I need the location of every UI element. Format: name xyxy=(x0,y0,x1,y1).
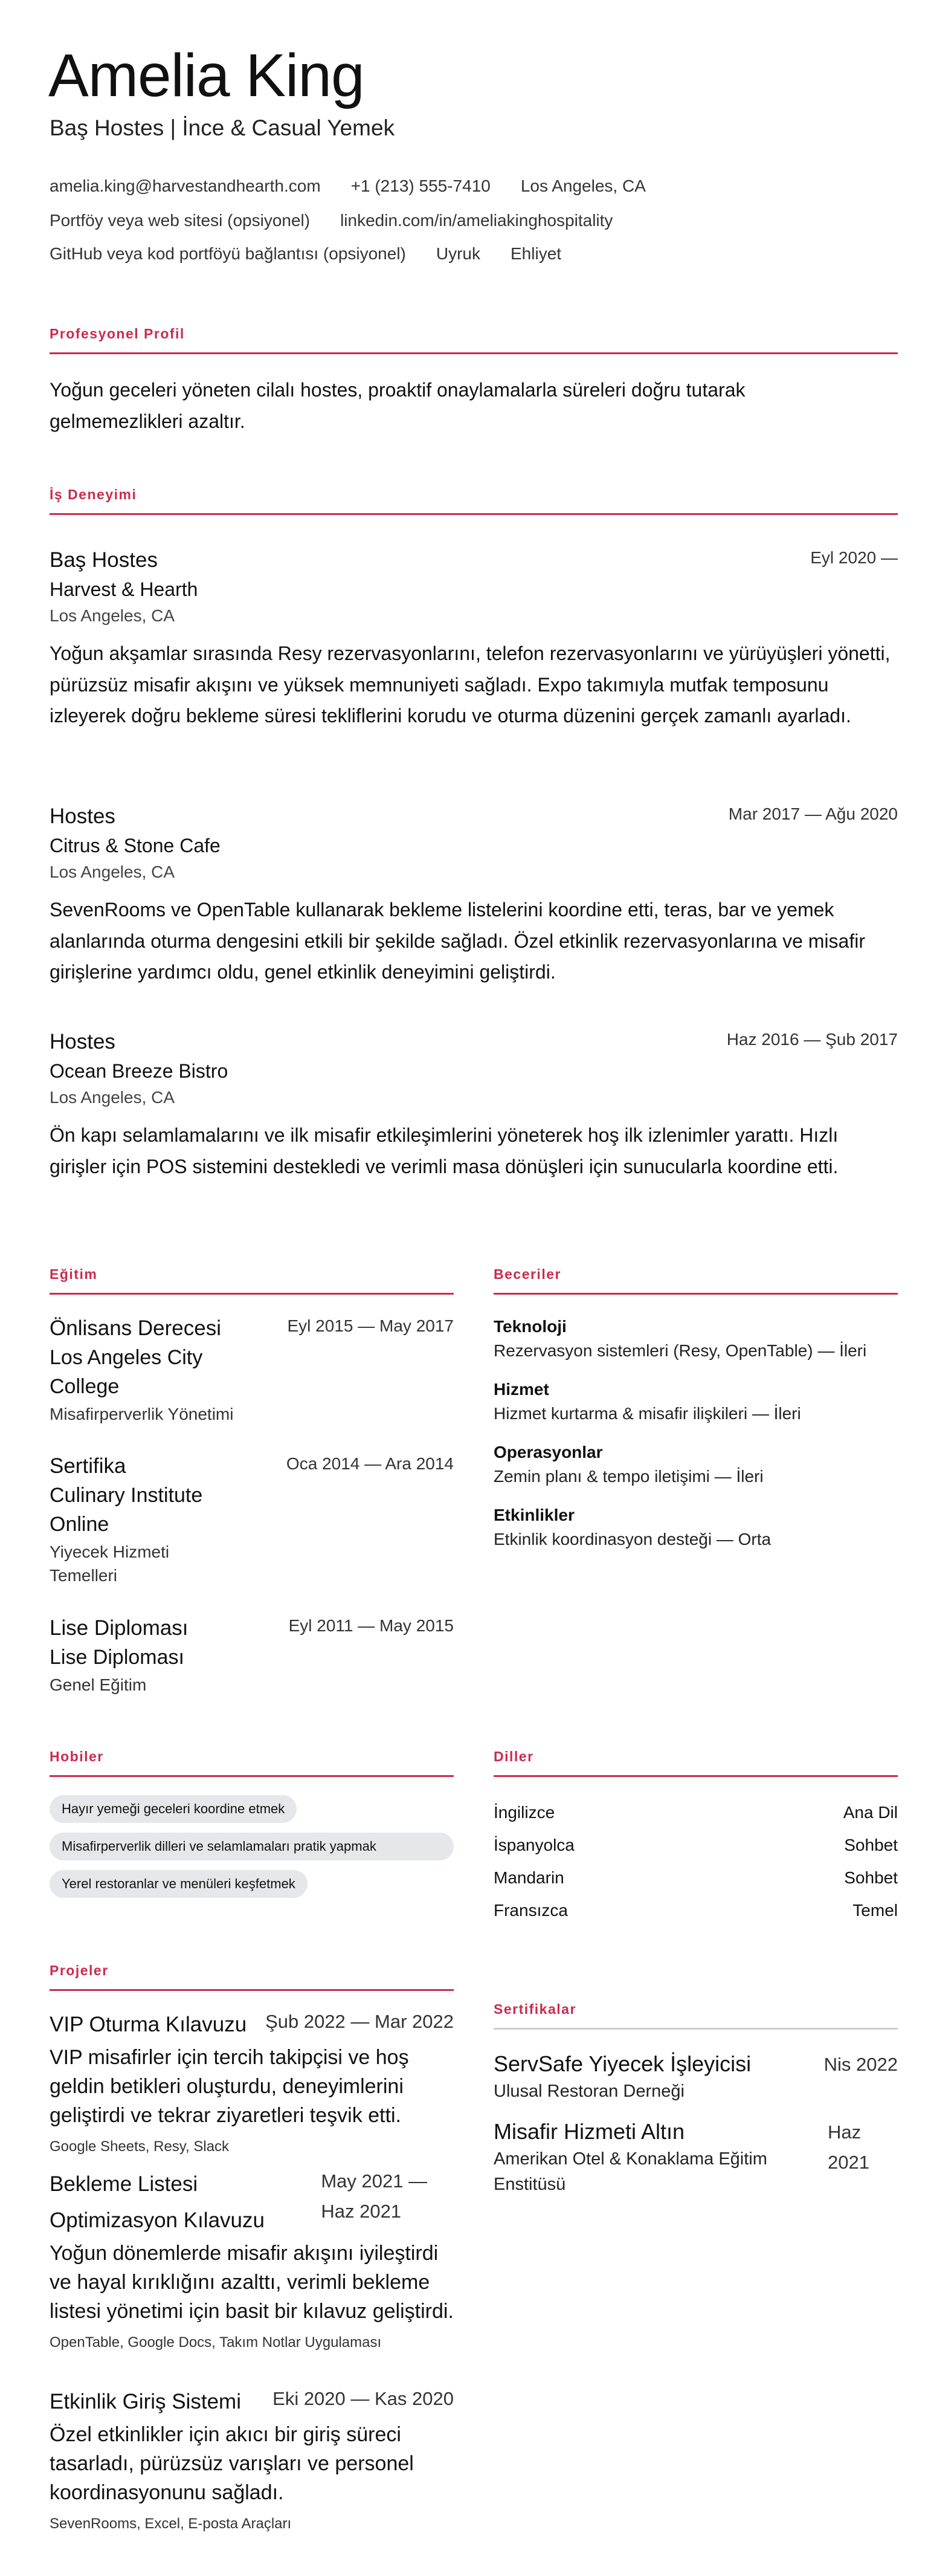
field-of-study: Genel Eğitim xyxy=(50,1675,147,1694)
contact-row xyxy=(50,209,613,233)
job-entry xyxy=(50,1027,898,1182)
project-title: VIP Oturma Kılavuzu xyxy=(50,2013,247,2036)
project-tools: OpenTable, Google Docs, Takım Notlar Uygulaması xyxy=(50,2334,382,2351)
certification-date: Haz 2021 xyxy=(828,2121,869,2173)
hobby-chip: Yerel restoranlar ve menüleri keşfetmek xyxy=(50,1870,308,1898)
language-level: Temel xyxy=(852,1901,898,1920)
contact-row xyxy=(50,242,561,266)
license: Ehliyet xyxy=(511,244,562,263)
certification-issuer: Ulusal Restoran Derneği xyxy=(494,2082,685,2101)
company: Citrus & Stone Cafe xyxy=(50,835,221,856)
skill-detail: Etkinlik koordinasyon desteği — Orta xyxy=(494,1530,772,1549)
section-heading: Sertifikalar xyxy=(494,2001,576,2017)
institution: Culinary Institute Online xyxy=(50,1484,203,1536)
degree: Lise Diploması xyxy=(50,1616,188,1640)
field-of-study: Misafirperverlik Yönetimi xyxy=(50,1405,234,1423)
job-entry xyxy=(50,546,898,732)
job-location: Los Angeles, CA xyxy=(50,862,175,881)
certifications-section xyxy=(494,2000,898,2018)
project-description: Özel etkinlikler için akıcı bir giriş süreci tasarladı, pürüzsüz varışları ve personel koordinasyonunu sağladı. xyxy=(50,2423,414,2504)
section-heading: Hobiler xyxy=(50,1749,104,1764)
nationality: Uyruk xyxy=(436,244,480,263)
education-entry xyxy=(50,1314,454,1426)
project-date: Şub 2022 — Mar 2022 xyxy=(265,2011,454,2032)
job-description: Ön kapı selamlamalarını ve ilk misafir etkileşimlerini yöneterek hoş ilk izlenimler yarattı. Hızlı girişler için POS sistemini destekledi ve verimli masa dönüşleri için sunucularla koordine etti. xyxy=(50,1124,839,1177)
project-tools: SevenRooms, Excel, E-posta Araçları xyxy=(50,2516,292,2532)
section-divider xyxy=(494,2028,898,2030)
job-date: Mar 2017 — Ağu 2020 xyxy=(728,804,898,823)
candidate-title: Baş Hostes | İnce & Casual Yemek xyxy=(50,115,395,140)
projects-section xyxy=(50,1961,454,1979)
degree: Önlisans Derecesi xyxy=(50,1316,221,1340)
profile-text: Yoğun geceleri yöneten cilalı hostes, proaktif onaylamalarla süreleri doğru tutarak gelmemezlikleri azaltır. xyxy=(50,379,746,432)
job-location: Los Angeles, CA xyxy=(50,1088,175,1107)
candidate-name: Amelia King xyxy=(48,42,364,109)
education-entry xyxy=(50,1452,454,1587)
job-description: Yoğun akşamlar sırasında Resy rezervasyonlarını, telefon rezervasyonlarını ve yürüyüşleri yönetti, pürüzsüz misafir akışını ve yüksek memnuniyeti sağladı. Expo takımıyla mutfak temposunu izleyerek doğru bekleme süresi tekliflerini korudu ve oturma düzenini gerçek zamanlı ayarladı. xyxy=(50,642,891,727)
section-heading: İş Deneyimi xyxy=(50,487,137,502)
language-row xyxy=(494,1862,898,1894)
hobbies-section xyxy=(50,1747,454,1891)
project-description: VIP misafirler için tercih takipçisi ve hoş geldin betikleri oluşturdu, deneyimlerini geliştirdi ve tekrar ziyaretleri teşvik etti. xyxy=(50,2046,409,2127)
section-heading: Diller xyxy=(494,1749,534,1764)
institution: Lise Diploması xyxy=(50,1646,184,1669)
institution: Los Angeles City College xyxy=(50,1346,203,1398)
job-date: Eyl 2020 — xyxy=(810,548,898,567)
project-tools: Google Sheets, Resy, Slack xyxy=(50,2138,230,2155)
skill-group xyxy=(494,1377,898,1426)
skill-category: Operasyonlar xyxy=(494,1443,603,1461)
project-title: Bekleme Listesi Optimizasyon Kılavuzu xyxy=(50,2172,265,2232)
experience-section xyxy=(50,485,898,503)
skill-group xyxy=(494,1503,898,1552)
profile-section xyxy=(50,325,898,432)
certification-title: Misafir Hizmeti Altın xyxy=(494,2119,685,2144)
company: Ocean Breeze Bistro xyxy=(50,1060,228,1082)
education-entry xyxy=(50,1614,454,1697)
section-heading: Eğitim xyxy=(50,1266,98,1282)
language-level: Sohbet xyxy=(844,1868,898,1887)
section-divider xyxy=(50,1775,454,1777)
language-row xyxy=(494,1894,898,1927)
project-description: Yoğun dönemlerde misafir akışını iyileştirdi ve hayal kırıklığını azalttı, verimli bekleme listesi yönetimi için basit bir kılavuz geliştirdi. xyxy=(50,2242,454,2323)
section-divider xyxy=(50,352,898,354)
field-of-study: Yiyecek Hizmeti Temelleri xyxy=(50,1542,170,1585)
skill-category: Hizmet xyxy=(494,1380,549,1399)
education-date: Eyl 2011 — May 2015 xyxy=(288,1616,454,1635)
language-row xyxy=(494,1796,898,1829)
hobby-chip: Hayır yemeği geceleri koordine etmek xyxy=(50,1795,297,1823)
phone-link[interactable]: +1 (213) 555-7410 xyxy=(350,176,491,195)
skills-section xyxy=(494,1265,898,1549)
certification-date: Nis 2022 xyxy=(823,2054,898,2075)
section-divider xyxy=(50,1989,454,1991)
language-row xyxy=(494,1829,898,1862)
language-name: Fransızca xyxy=(494,1901,568,1920)
section-heading: Profesyonel Profil xyxy=(50,326,185,341)
project-entry xyxy=(50,2007,454,2160)
job-location: Los Angeles, CA xyxy=(50,606,175,625)
section-divider xyxy=(50,1293,454,1295)
hobby-chip: Misafirperverlik dilleri ve selamlamaları pratik yapmak xyxy=(50,1833,454,1860)
skill-detail: Hizmet kurtarma & misafir ilişkileri — İleri xyxy=(494,1404,801,1423)
project-entry xyxy=(50,2384,454,2537)
location: Los Angeles, CA xyxy=(520,176,646,195)
project-entry xyxy=(50,2166,454,2356)
section-heading: Beceriler xyxy=(494,1266,561,1282)
language-level: Sohbet xyxy=(844,1836,898,1854)
skill-group xyxy=(494,1440,898,1489)
project-title: Etkinlik Giriş Sistemi xyxy=(50,2390,241,2413)
education-date: Oca 2014 — Ara 2014 xyxy=(286,1454,454,1473)
degree: Sertifika xyxy=(50,1454,126,1478)
job-title: Hostes xyxy=(50,1030,115,1053)
language-name: Mandarin xyxy=(494,1868,564,1887)
job-date: Haz 2016 — Şub 2017 xyxy=(726,1030,898,1049)
certification-title: ServSafe Yiyecek İşleyicisi xyxy=(494,2051,752,2076)
section-heading: Projeler xyxy=(50,1963,109,1978)
contact-row xyxy=(50,174,646,198)
section-divider xyxy=(50,513,898,515)
education-date: Eyl 2015 — May 2017 xyxy=(287,1316,454,1335)
company: Harvest & Hearth xyxy=(50,578,198,600)
languages-section xyxy=(494,1747,898,1920)
language-name: İspanyolca xyxy=(494,1836,575,1854)
skill-category: Etkinlikler xyxy=(494,1506,575,1524)
linkedin-link[interactable]: linkedin.com/in/ameliakinghospitality xyxy=(340,211,613,230)
job-title: Hostes xyxy=(50,804,115,828)
certification-entry xyxy=(494,2050,898,2104)
github-link[interactable]: GitHub veya kod portföyü bağlantısı (opsiyonel) xyxy=(50,244,406,263)
language-name: İngilizce xyxy=(494,1803,555,1822)
certification-issuer: Amerikan Otel & Konaklama Eğitim Enstitüsü xyxy=(494,2149,767,2194)
job-entry xyxy=(50,802,898,988)
skill-detail: Zemin planı & tempo iletişimi — İleri xyxy=(494,1467,764,1486)
education-section xyxy=(50,1265,454,1283)
job-title: Baş Hostes xyxy=(50,548,158,572)
project-date: May 2021 — Haz 2021 xyxy=(321,2170,428,2222)
section-divider xyxy=(494,1293,898,1295)
skill-group xyxy=(494,1315,898,1363)
section-divider xyxy=(494,1775,898,1777)
language-level: Ana Dil xyxy=(843,1803,898,1822)
portfolio-link[interactable]: Portföy veya web sitesi (opsiyonel) xyxy=(50,211,311,230)
email-link[interactable]: amelia.king@harvestandhearth.com xyxy=(50,176,321,195)
certification-entry xyxy=(494,2117,898,2197)
skill-category: Teknoloji xyxy=(494,1317,567,1336)
project-date: Eki 2020 — Kas 2020 xyxy=(272,2388,454,2409)
skill-detail: Rezervasyon sistemleri (Resy, OpenTable) — İleri xyxy=(494,1341,867,1360)
job-description: SevenRooms ve OpenTable kullanarak bekleme listelerini koordine etti, teras, bar ve yemek alanlarında oturma dengesini etkili bir şekilde sağladı. Özel etkinlik rezervasyonlarına ve misafir girişlerine yardımcı oldu, genel etkinlik deneyimini geliştirdi. xyxy=(50,899,865,983)
